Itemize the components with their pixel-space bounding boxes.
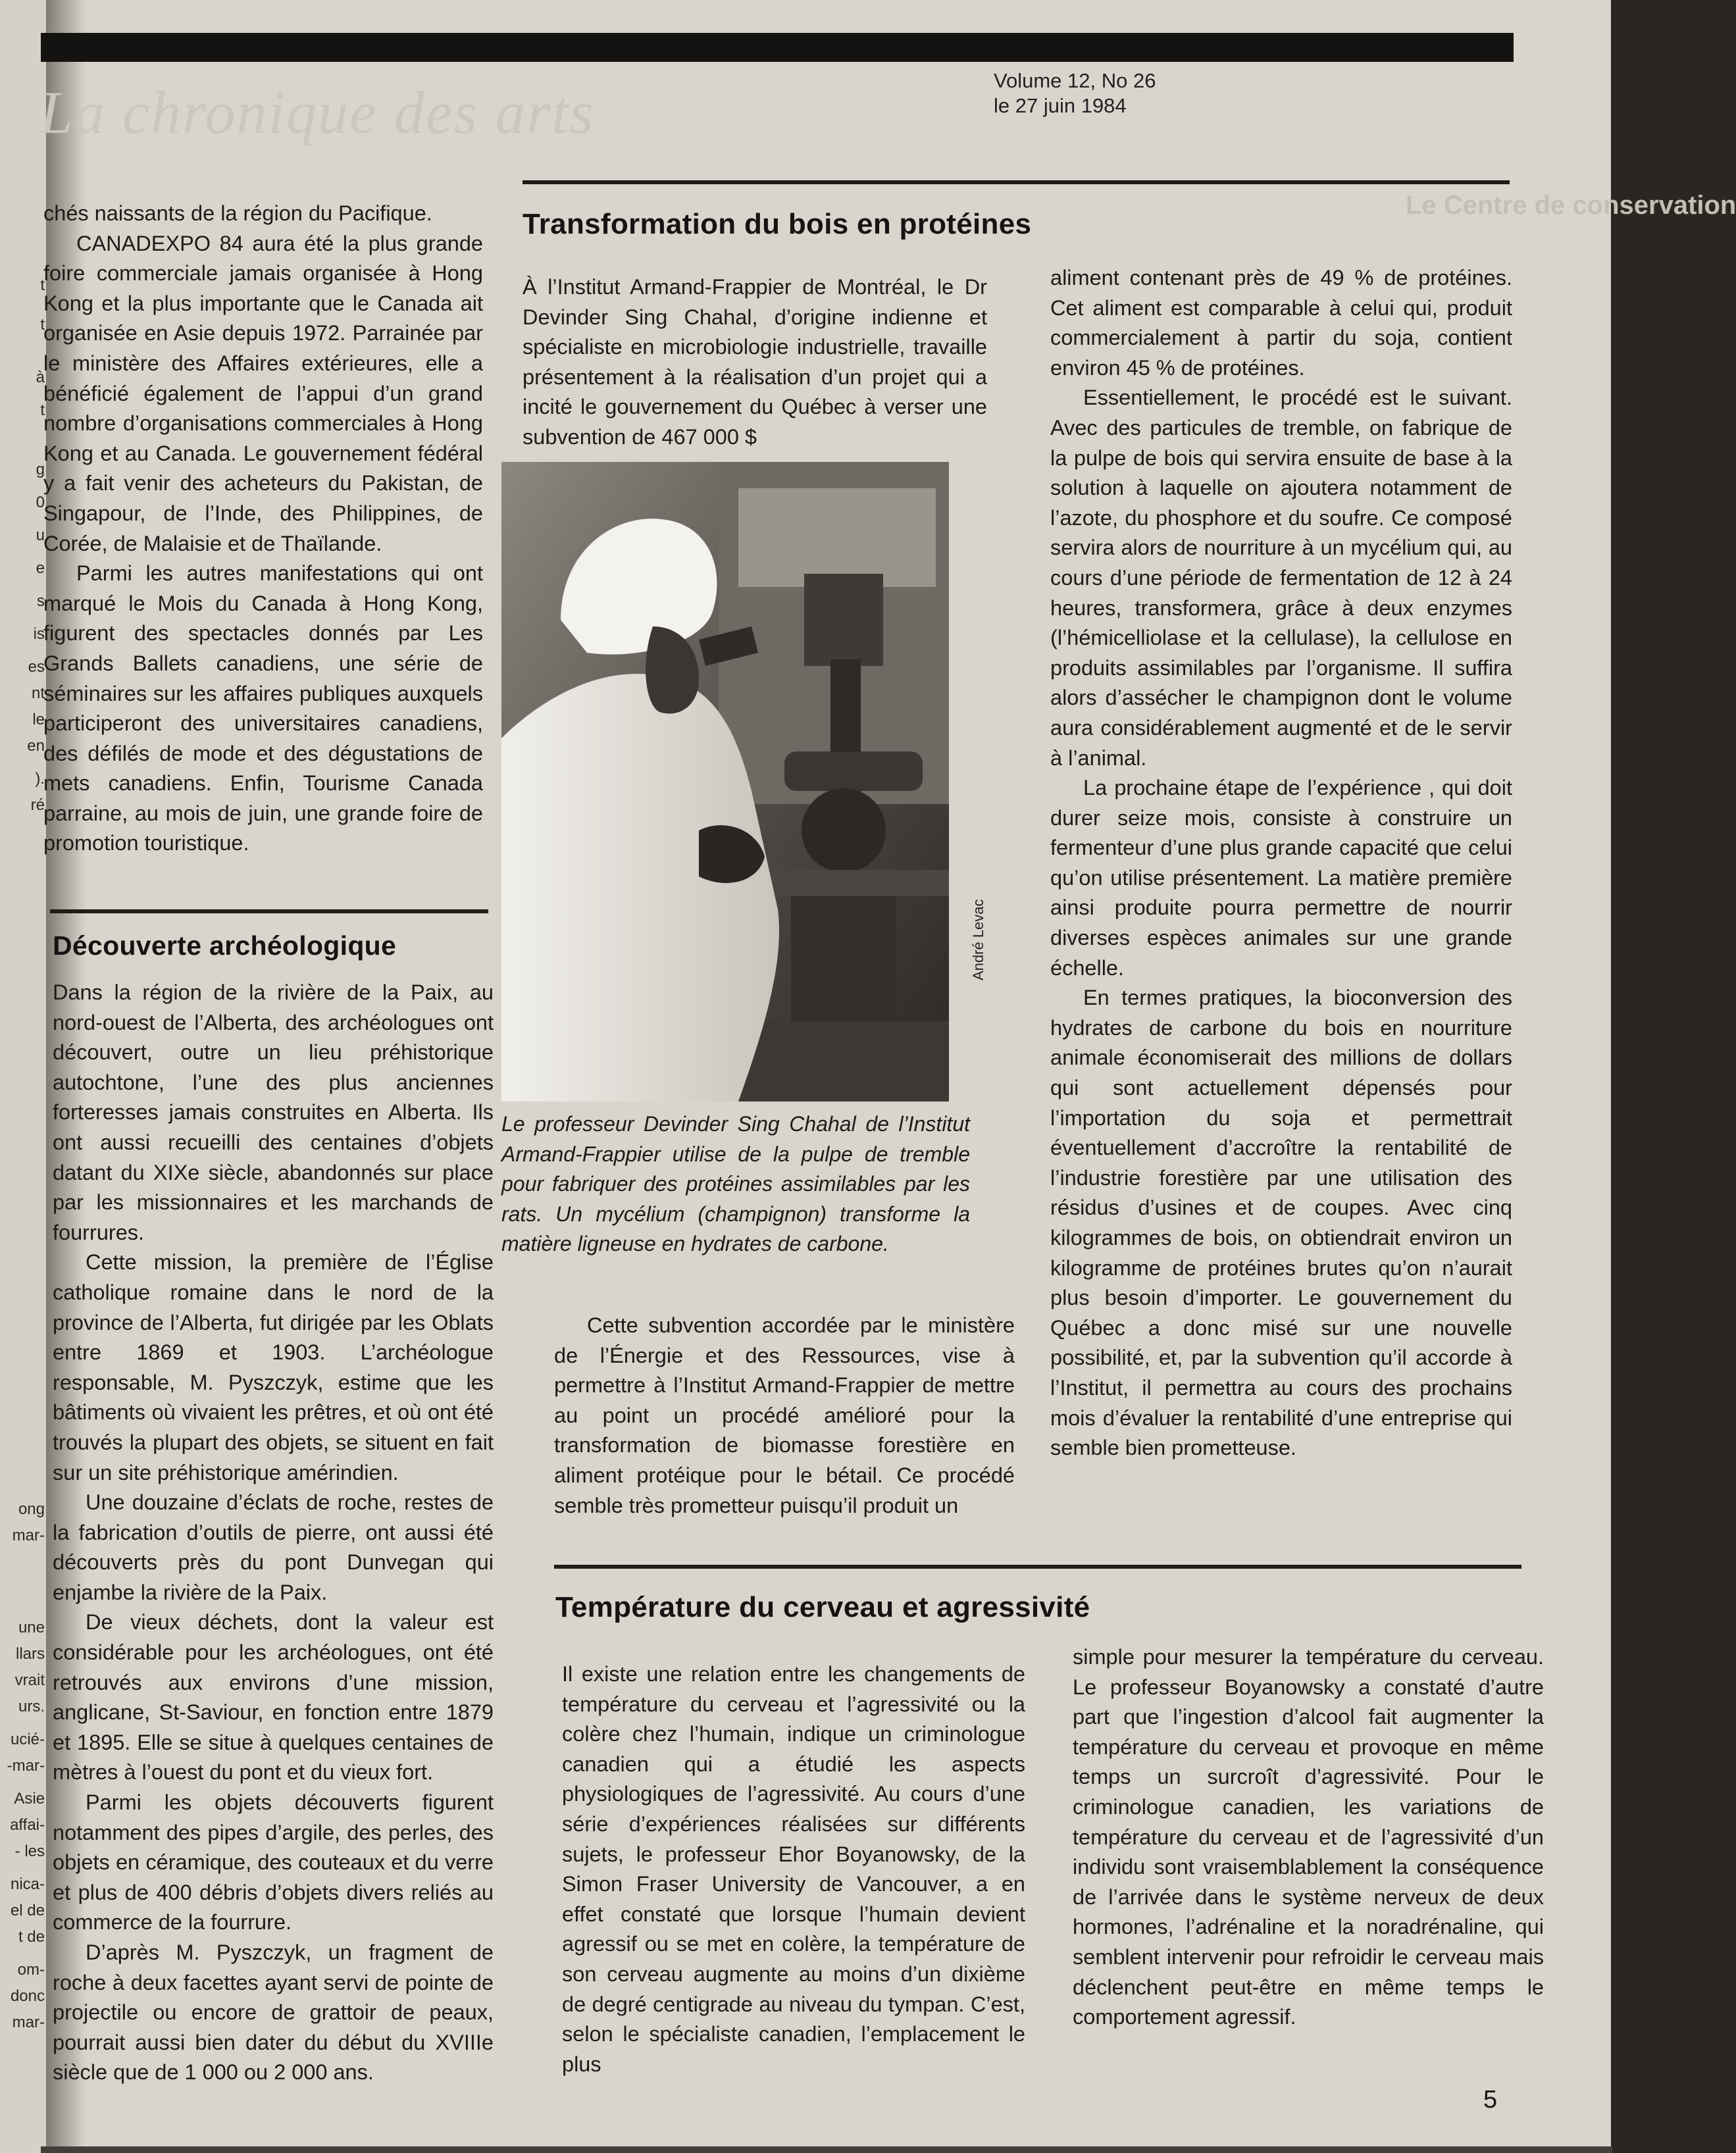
previous-page-fragment: le [32, 711, 45, 728]
paragraph: Dans la région de la rivière de la Paix, au nord-ouest de l’Alberta, des archéologues ont découvert, outre un lieu préhistorique autochtone, l’une des plus anciennes forteresses jamais construites en Alberta. Ils ont aussi recueilli des centaines d’objets datant du XIXe siècle, abandonnés sur place par les missionnaires et les marchands de fourrures. [53, 980, 494, 1244]
section-rule [523, 180, 1510, 184]
masthead: La chronique des arts [39, 79, 595, 146]
previous-page-fragment: t [40, 401, 45, 419]
wood-right-column [1050, 263, 1512, 1463]
scientist-microscope-photo [501, 462, 949, 1102]
wood-protein-headline: Transformation du bois en protéines [523, 208, 1032, 240]
previous-page-fragment: nica- [10, 1875, 45, 1893]
bleed-through-text: Le Centre de conservation [1406, 191, 1736, 220]
wood-lead [523, 272, 987, 453]
paragraph: Il existe une relation entre les changements de température du cerveau et l’agressivité ou la colère chez l’humain, indique un criminologue canadien qui a étudié les aspects physiologiques de l’agressivité. Au cours d’une série d’expériences réalisées sur différents sujets, le professeur Ehor Boyanowsky, de la Simon Fraser University de Vancouver, a en effet constaté que lorsque l’humain devient agressif ou se met en colère, la température de son cerveau augmente au moins d’un dixième de degré centigrade au niveau du tympan. C’est, selon le spécialiste canadien, l’emplacement le plus [562, 1662, 1025, 2076]
previous-page-fragment: llars [15, 1645, 45, 1663]
previous-page-fragment: ré [30, 796, 45, 814]
column-1-archeology [53, 978, 494, 2088]
previous-page-fragment: Asie [14, 1790, 45, 1808]
previous-page-fragment: t [40, 276, 45, 294]
column-1-top [43, 199, 483, 859]
paragraph: Cette mission, la première de l’Église catholique romaine dans le nord de la province de l’Alberta, fut dirigée par les Oblats entre 1869 et 1903. L’archéologue responsable, M. Pyszczyk, estime que les bâtiments où vivaient les prêtres, et où ont été trouvés la plupart des objets, se situent en fait sur un site préhistorique amérindien. [53, 1250, 494, 1484]
previous-page-fragment: à [36, 368, 45, 386]
top-rule [41, 33, 1514, 62]
previous-page-fragment: affai- [10, 1816, 45, 1834]
previous-page-fragment: vrait [14, 1671, 45, 1689]
previous-page-fragment: donc [10, 1987, 45, 2005]
section-rule [50, 909, 488, 913]
scan-bottom-edge [41, 2146, 1612, 2153]
previous-page-fragment: is [33, 625, 45, 643]
previous-page-fragment: g [36, 461, 45, 478]
page-number: 5 [1483, 2086, 1498, 2114]
paragraph: CANADEXPO 84 aura été la plus grande foire commerciale jamais organisée à Hong Kong et la plus importante que le Canada ait organisée en Asie depuis 1972. Parrainée par le ministère des Affaires extérieures, elle a bénéficié également de l’appui d’un grand nombre d’organisations commerciales à Hong Kong et au Canada. Le gouvernement fédéral y a fait venir des acheteurs du Pakistan, de Singapour, de l’Inde, des Philippines, de Corée, de Malaisie et de Thaïlande. [43, 231, 483, 555]
previous-page-fragment: u [36, 526, 45, 544]
issue-info [994, 68, 1156, 118]
paragraph: aliment contenant près de 49 % de protéines. Cet aliment est comparable à celui qui, produit commercialement à partir du soja, contient environ 45 % de protéines. [1050, 266, 1512, 380]
previous-page-fragment: s [37, 592, 45, 610]
paragraph: Cette subvention accordée par le ministère de l’Énergie et des Ressources, vise à permettre à l’Institut Armand-Frappier de mettre au point un procédé amélioré pour la transformation de biomasse forestière en aliment protéique pour le bétail. Ce procédé semble très prometteur puisqu’il produit un [554, 1313, 1015, 1517]
paragraph: Une douzaine d’éclats de roche, restes de la fabrication d’outils de pierre, ont aussi été découverts près du pont Dunvegan qui enjambe la rivière de la Paix. [53, 1490, 494, 1604]
paragraph: simple pour mesurer la température du cerveau. Le professeur Boyanowsky a constaté d’autre part que l’ingestion d’alcool fait augmenter la température du cerveau et provoque en même temps un surcroît d’agressivité. Pour le criminologue canadien, les variations de température du cerveau et de l’agressivité d’un individu sont vraisemblablement la conséquence de l’arrivée dans le système nerveux de deux hormones, l’adrénaline et la noradrénaline, qui semblent intervenir pour refroidir le cerveau mais déclenchent peut-être en même temps le comportement agressif. [1073, 1645, 1544, 2029]
previous-page-fragment: mar- [12, 1527, 45, 1544]
paragraph: chés naissants de la région du Pacifique. [43, 201, 432, 225]
paragraph: Parmi les objets découverts figurent notamment des pipes d’argile, des perles, des objets en céramique, des couteaux et du verre et plus de 400 débris d’objets divers reliés au commerce de la fourrure. [53, 1790, 494, 1935]
previous-page-fragment: ucié- [10, 1731, 45, 1748]
previous-page-fragment: om- [17, 1961, 45, 1979]
previous-page-fragment: urs. [18, 1698, 45, 1715]
previous-page-fragment: t de [18, 1928, 45, 1946]
photo-illustration [501, 462, 949, 1102]
previous-page-fragment: mar- [12, 2014, 45, 2031]
volume-number: Volume 12, No 26 [994, 69, 1156, 92]
section-rule [554, 1565, 1521, 1569]
photo-credit: André Levac [970, 899, 986, 980]
previous-page-fragment: -mar- [7, 1757, 45, 1775]
previous-page-fragment: - les [14, 1842, 45, 1860]
paragraph: De vieux déchets, dont la valeur est considérable pour les archéologues, ont été retrouvés aux environs d’une mission, anglicane, St-Saviour, en fonction entre 1879 et 1895. Elle se situe à quelques centaines de mètres à l’ouest du pont et du vieux fort. [53, 1610, 494, 1785]
paragraph: La prochaine étape de l’expérience , qui doit durer seize mois, consiste à construire un fermenteur d’une plus grande capacité que celui qu’on utilise présentement. La matière première ainsi produite pourra permettre de nourrir diverses espèces animales sur une grande échelle. [1050, 776, 1512, 980]
previous-page-fragment: 0 [36, 494, 45, 511]
wood-after-caption [554, 1311, 1015, 1521]
paragraph: En termes pratiques, la bioconversion des hydrates de carbone du bois en nourriture animale économiserait des millions de dollars qui sont actuellement dépensés pour l’importation du soja et permettrait éventuellement d’accroître la rentabilité de l’industrie forestière par une utilisation des résidus d’usines et de coupes. Avec cinq kilogrammes de bois, on obtiendrait environ un kilogramme de protéines brutes qu’on n’aurait plus besoin d’importer. Le gouvernement du Québec a donc misé sur une nouvelle possibilité, et, par la subvention qu’il accorde à l’Institut, il permettra au cours des prochains mois d’évaluer la rentabilité d’une entreprise qui semble bien prometteuse. [1050, 986, 1512, 1460]
paragraph: À l’Institut Armand-Frappier de Montréal, le Dr Devinder Sing Chahal, d’origine indienne et spécialiste en microbiologie industrielle, travaille présentement à la réalisation d’un projet qui a incité le gouvernement du Québec à verser une subvention de 467 000 $ [523, 275, 987, 449]
issue-date: le 27 juin 1984 [994, 94, 1127, 117]
brain-right-column [1073, 1642, 1544, 2033]
brain-temperature-headline: Température du cerveau et agressivité [555, 1591, 1090, 1623]
paragraph: Parmi les autres manifestations qui ont marqué le Mois du Canada à Hong Kong, figurent des spectacles donnés par Les Grands Ballets canadiens, une série de séminaires sur les affaires publiques auxquels participeront des universitaires canadiens, des défilés de mode et des dégustations de mets canadiens. Enfin, Tourisme Canada parraine, au mois de juin, une grande foire de promotion touristique. [43, 561, 483, 855]
archeology-headline: Découverte archéologique [53, 930, 397, 961]
photo-caption: Le professeur Devinder Sing Chahal de l’Institut Armand-Frappier utilise de la pulpe de tremble pour fabriquer des protéines assimilables par les rats. Un mycélium (champignon) transforme la matière ligneuse en hydrates de carbone. [501, 1112, 970, 1255]
previous-page-fragment: ong [18, 1500, 45, 1518]
previous-page-fragment: e [36, 559, 45, 577]
previous-page-fragment: en [27, 737, 45, 755]
previous-page-fragment: nt [31, 684, 45, 702]
brain-left-column [562, 1659, 1025, 2079]
previous-page-fragment: une [18, 1619, 45, 1636]
paragraph: D’après M. Pyszczyk, un fragment de roche à deux facettes ayant servi de pointe de projectile ou encore de grattoir de peaux, pourrait aussi bien dater du début du XVIIIe siècle que de 1 000 ou 2 000 ans. [53, 1940, 494, 2085]
paragraph: Essentiellement, le procédé est le suivant. Avec des particules de tremble, on fabrique de la pulpe de bois qui servira ensuite de base à la solution à laquelle on ajoutera notamment de l’azote, du phosphore et du soufre. Ce composé servira alors de nourriture à un mycélium qui, au cours d’une période de fermentation de 12 à 24 heures, transformera, grâce à deux enzymes (l’hémicelliolase et la cellulase), la cellulose en produits assimilables par l’organisme. Il suffira alors d’assécher le champignon dont le volume aura considérablement augmenté et de le servir à l’animal. [1050, 386, 1512, 770]
previous-page-fragment: es [28, 658, 45, 676]
previous-page-edge [0, 0, 46, 2153]
previous-page-fragment: ). [35, 770, 45, 788]
previous-page-fragment: t [40, 316, 45, 334]
previous-page-fragment: el de [10, 1902, 45, 1919]
